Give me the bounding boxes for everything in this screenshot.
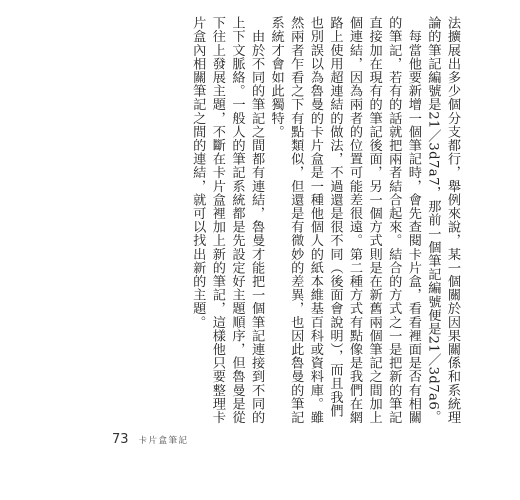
paragraph-1: 法擴展出多少個分支都行，舉例來說，某一個關於因果關係和系統理論的筆記編號是21／3d7a7，那前一個筆記編號便是21／3d7a6。 xyxy=(425,16,460,424)
vertical-body-text xyxy=(116,16,462,430)
page-number: 73 xyxy=(112,432,129,447)
paragraph-3: 由於不同的筆記之間都有連結，魯曼才能把一個筆記連接到不同的上下文脈絡。一般人的筆記系統都是先設定好主題順序，但魯曼是從下往上發展主題，不斷在卡片盒裡加上新的筆記，這樣他只要整理卡片盒內相關筆記之間的連結，就可以找出新的主題。 xyxy=(190,16,265,424)
paragraph-2: 每當他要新增一個筆記時，會先查閱卡片盒，看看裡面是否有相關的筆記，若有的話就把兩者結合起來。結合的方式之一是把新的筆記直接加在現有的筆記後面，另一個方式則是在新舊兩個筆記之間加上個連結，因為兩者的位置可能差很遠。第二種方式有點像是我們在網路上使用超連結的做法，不過還是很不同（後面會說明），而且我們也別誤以為魯曼的卡片盒是一種他個人的紙本維基百科或資料庫。雖然兩者乍看之下有點類似，但還是有微妙的差異，也因此魯曼的筆記系統才會如此獨特。 xyxy=(268,16,421,424)
page-footer xyxy=(112,432,189,447)
running-title: 卡片盒筆記 xyxy=(138,436,189,446)
